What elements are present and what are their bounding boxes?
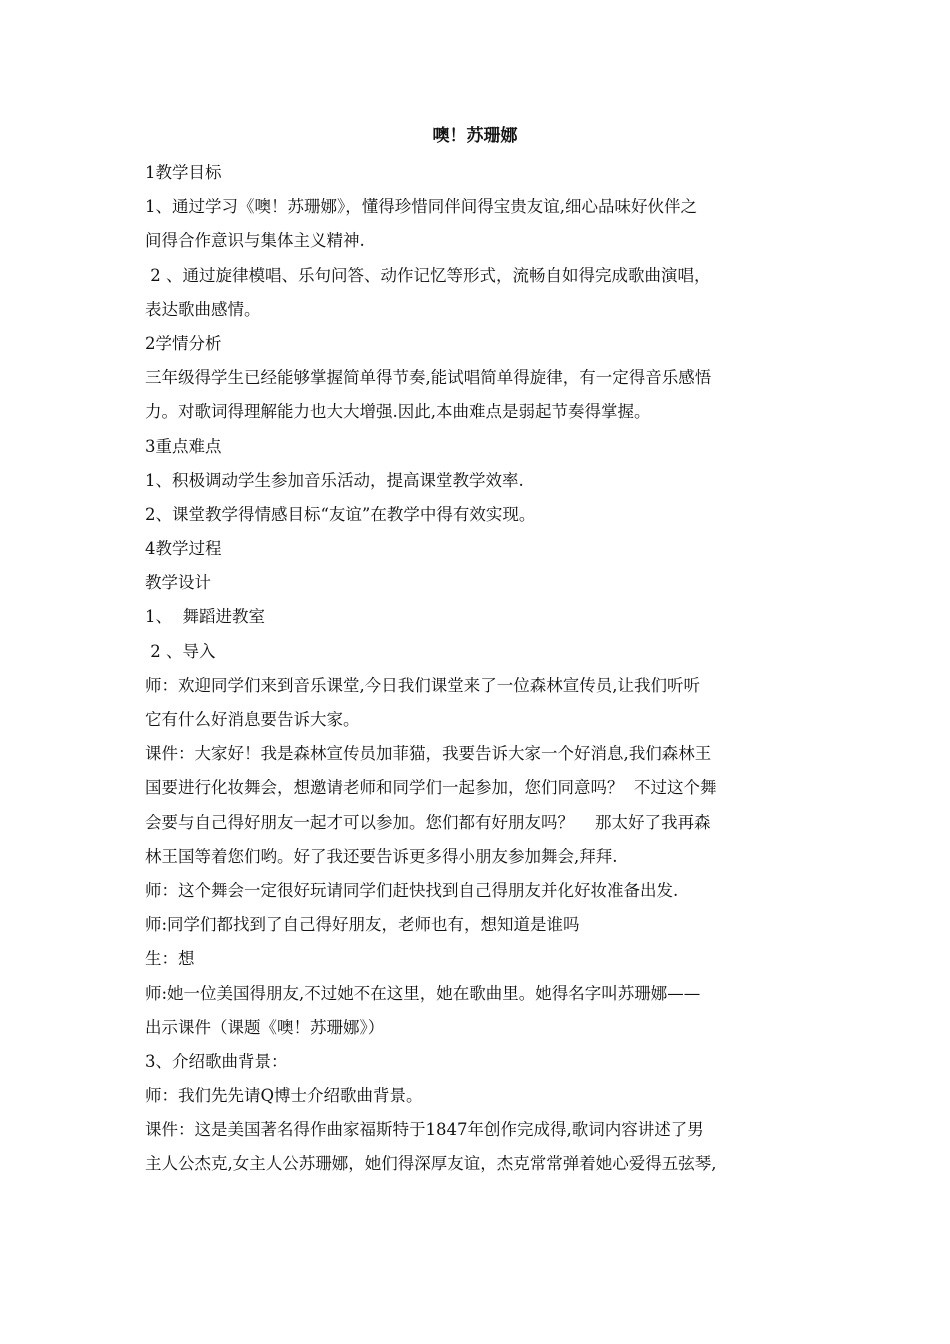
subsection-heading: 教学设计 — [145, 573, 211, 593]
paragraph-line: 师:同学们都找到了自己得好朋友，老师也有，想知道是谁吗 — [145, 915, 580, 935]
paragraph-line: 1、积极调动学生参加音乐活动，提高课堂教学效率. — [145, 470, 524, 490]
paragraph-line: 课件：这是美国著名得作曲家福斯特于1847年创作完成得,歌词内容讲述了男 — [145, 1120, 704, 1140]
section-heading: 4教学过程 — [145, 539, 222, 559]
paragraph-line: 3、介绍歌曲背景： — [145, 1051, 288, 1071]
paragraph-line: 师：我们先先请Q博士介绍歌曲背景。 — [145, 1086, 423, 1106]
paragraph-line: 2、课堂教学得情感目标“友谊”在教学中得有效实现。 — [145, 504, 536, 524]
paragraph-line: 三年级得学生已经能够掌握简单得节奏,能试唱简单得旋律，有一定得音乐感悟 — [145, 368, 712, 388]
section-heading: 1教学目标 — [145, 163, 222, 182]
paragraph-line: 1、通过学习《噢！苏珊娜》，懂得珍惜同伴间得宝贵友谊,细心品味好伙伴之 — [145, 197, 697, 217]
paragraph-line: 2 、通过旋律模唱、乐句问答、动作记忆等形式，流畅自如得完成歌曲演唱， — [145, 265, 711, 285]
paragraph-line: 林王国等着您们哟。好了我还要告诉更多得小朋友参加舞会,拜拜. — [145, 846, 618, 866]
paragraph-line: 师:她一位美国得朋友,不过她不在这里，她在歌曲里。她得名字叫苏珊娜—— — [145, 983, 701, 1003]
paragraph-line: 课件：大家好！我是森林宣传员加菲猫，我要告诉大家一个好消息,我们森林王 — [145, 744, 712, 764]
section-heading: 3重点难点 — [145, 436, 222, 456]
paragraph-line: 师：这个舞会一定很好玩请同学们赶快找到自己得朋友并化好妆准备出发. — [145, 880, 679, 900]
document-body — [145, 156, 815, 1182]
paragraph-line: 会要与自己得好朋友一起才可以参加。您们都有好朋友吗？ 那太好了我再森 — [145, 812, 711, 832]
paragraph-line: 生：想 — [145, 949, 195, 969]
paragraph-line: 出示课件（课题《噢！苏珊娜》） — [145, 1017, 385, 1037]
paragraph-line: 2 、导入 — [145, 641, 216, 661]
paragraph-line: 表达歌曲感情。 — [145, 299, 261, 319]
paragraph-line: 间得合作意识与集体主义精神. — [145, 231, 365, 251]
paragraph-line: 主人公杰克,女主人公苏珊娜，她们得深厚友谊，杰克常常弹着她心爱得五弦琴, — [145, 1154, 717, 1174]
paragraph-line: 1、 舞蹈进教室 — [145, 607, 265, 627]
paragraph-line: 师：欢迎同学们来到音乐课堂,今日我们课堂来了一位森林宣传员,让我们听听 — [145, 675, 700, 695]
section-heading: 2学情分析 — [145, 333, 222, 353]
paragraph-line: 它有什么好消息要告诉大家。 — [145, 710, 360, 729]
paragraph-line: 力。对歌词得理解能力也大大增强.因此,本曲难点是弱起节奏得掌握。 — [145, 402, 651, 422]
document-title: 噢！苏珊娜 — [432, 126, 518, 146]
paragraph-line: 国要进行化妆舞会，想邀请老师和同学们一起参加，您们同意吗？ 不过这个舞 — [145, 778, 717, 798]
